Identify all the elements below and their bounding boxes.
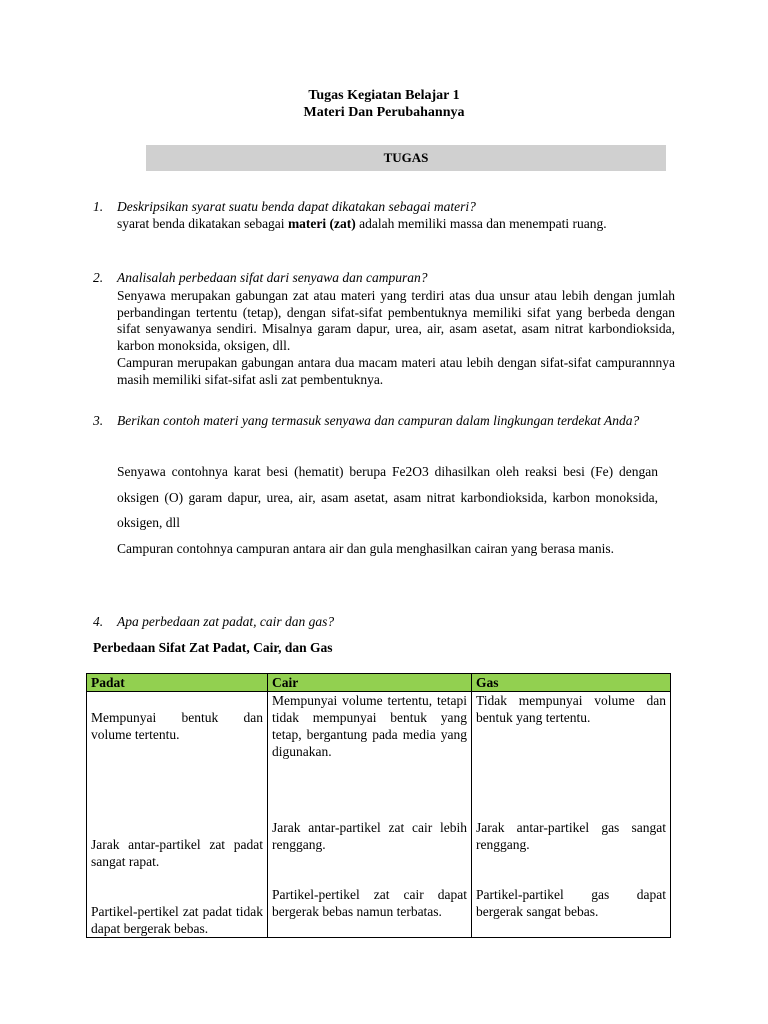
- q1-answer: [117, 216, 675, 233]
- table-bottom-border: [87, 937, 671, 938]
- table-bottom-padding: [87, 937, 268, 938]
- q2-answer-campuran: Campuran merupakan gabungan antara dua macam materi atau lebih dengan sifat-sifat campurannnya masih memiliki sifat-sifat asli zat pembentuknya.: [117, 355, 675, 387]
- cell-cair: [268, 692, 472, 938]
- q2-answer-senyawa: Senyawa merupakan gabungan zat atau materi yang terdiri atas dua unsur atau lebih dengan jumlah perbandingan tertentu (tetap), dengan sifat-sifat pembentuknya memiliki sifat yang berbeda dengan sifat senyawanya sendiri. Misalnya garam dapur, urea, air, asam asetat, asam nitrat karbondioksida, karbon monoksida, oksigen, dll.: [117, 288, 675, 353]
- q1-answer-pre: syarat benda dikatakan sebagai: [117, 216, 285, 231]
- q1-question: Deskripsikan syarat suatu benda dapat dikatakan sebagai materi?: [117, 199, 476, 214]
- q4-number: 4.: [93, 614, 104, 629]
- table-bottom-padding: [268, 937, 472, 938]
- q3-number: 3.: [93, 413, 104, 428]
- table-header-row: [87, 674, 671, 692]
- q1-answer-bold: materi (zat): [287, 216, 356, 231]
- cell-gas: [472, 692, 671, 938]
- cell-text: Mempunyai volume tertentu, tetapi tidak mempunyai bentuk yang tetap, bergantung pada media yang digunakan.: [272, 693, 467, 759]
- q3-answer-campuran: Campuran contohnya campuran antara air dan gula menghasilkan cairan yang berasa manis.: [117, 541, 615, 556]
- q3-answer-senyawa: Senyawa contohnya karat besi (hematit) berupa Fe2O3 dihasilkan oleh reaksi besi (Fe) dengan oksigen (O) garam dapur, urea, air, asam asetat, asam nitrat karbondioksida, karbon monoksida, oksigen, dll: [117, 464, 658, 530]
- cell-text: Partikel-pertikel zat cair dapat bergerak bebas namun terbatas.: [272, 887, 467, 919]
- cell-padat: [87, 692, 268, 938]
- states-of-matter-table: [86, 673, 671, 938]
- cell-text: Partikel-pertikel zat padat tidak dapat bergerak bebas.: [91, 904, 263, 936]
- cell-text: Mempunyai bentuk dan volume tertentu.: [91, 710, 263, 742]
- q1-answer-post: adalah memiliki massa dan menempati ruang.: [359, 216, 607, 231]
- header-cair: Cair: [268, 674, 472, 692]
- cell-text: Jarak antar-partikel zat padat sangat rapat.: [91, 837, 263, 869]
- q3-question: Berikan contoh materi yang termasuk senyawa dan campuran dalam lingkungan terdekat Anda?: [117, 413, 640, 428]
- cell-text: Jarak antar-partikel gas sangat renggang.: [476, 820, 666, 852]
- section-header-tugas: TUGAS: [146, 145, 666, 171]
- document-subtitle: Materi Dan Perubahannya: [303, 105, 465, 120]
- q2-number: 2.: [93, 270, 104, 285]
- q1-number: 1.: [93, 199, 104, 214]
- q4-question: Apa perbedaan zat padat, cair dan gas?: [117, 614, 335, 629]
- q2-question: Analisalah perbedaan sifat dari senyawa dan campuran?: [117, 270, 428, 285]
- header-padat: Padat: [87, 674, 268, 692]
- table-caption: Perbedaan Sifat Zat Padat, Cair, dan Gas: [93, 640, 333, 655]
- table-row: [87, 692, 671, 938]
- table-bottom-padding: [472, 937, 671, 938]
- header-gas: Gas: [472, 674, 671, 692]
- cell-text: Partikel-partikel gas dapat bergerak sangat bebas.: [476, 887, 666, 919]
- document-title: Tugas Kegiatan Belajar 1: [308, 88, 460, 103]
- cell-text: Tidak mempunyai volume dan bentuk yang tertentu.: [476, 693, 666, 725]
- cell-text: Jarak antar-partikel zat cair lebih renggang.: [272, 820, 467, 852]
